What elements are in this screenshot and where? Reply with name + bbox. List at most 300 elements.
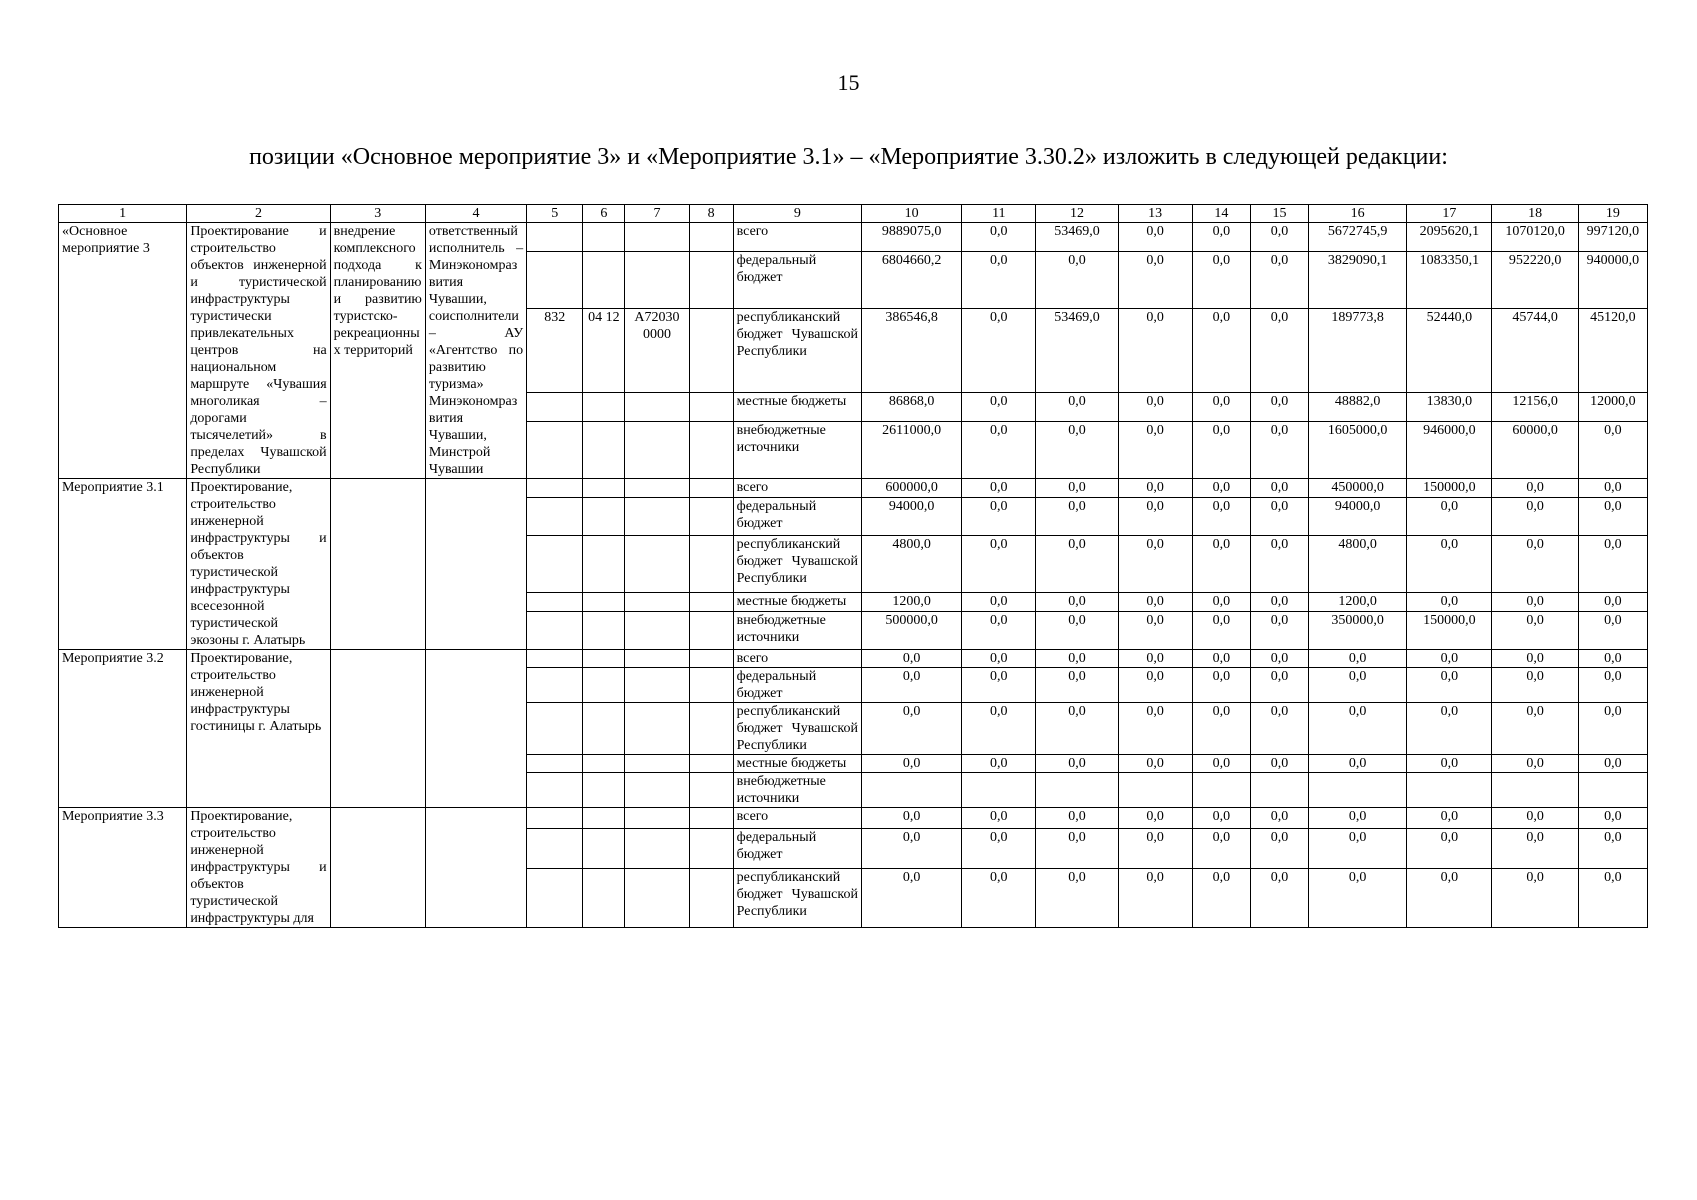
amount-cell: 0,0 [1250,808,1308,829]
amount-cell: 0,0 [962,755,1036,773]
amount-cell: 0,0 [1192,703,1250,755]
empty-cell [689,828,733,868]
column-header-14: 14 [1192,205,1250,223]
amount-cell: 946000,0 [1407,422,1492,479]
amount-cell: 3829090,1 [1309,252,1407,309]
section-code [583,252,625,309]
amount-cell: 0,0 [1492,536,1578,592]
section-code [583,612,625,650]
amount-cell: 0,0 [1492,868,1578,927]
section-code [583,808,625,829]
amount-cell: 0,0 [861,808,961,829]
amount-cell: 0,0 [1250,703,1308,755]
section-code [583,479,625,498]
section-code [583,773,625,808]
activity-executor [425,479,526,650]
amount-cell: 0,0 [1036,828,1118,868]
amount-cell: 45744,0 [1492,308,1578,392]
budget-code [527,828,583,868]
target-code [625,422,689,479]
amount-cell: 0,0 [1250,650,1308,668]
amount-cell: 9889075,0 [861,223,961,252]
table-row [59,808,1648,829]
amount-cell: 952220,0 [1492,252,1578,309]
empty-cell [689,868,733,927]
amount-cell: 0,0 [962,479,1036,498]
amount-cell: 0,0 [962,668,1036,703]
section-code [583,703,625,755]
column-header-19: 19 [1578,205,1647,223]
amount-cell: 940000,0 [1578,252,1647,309]
amount-cell: 0,0 [1492,592,1578,611]
amount-cell: 4800,0 [861,536,961,592]
activity-executor [425,650,526,808]
funding-source: местные бюджеты [733,755,861,773]
amount-cell: 0,0 [1036,703,1118,755]
funding-source: республиканский бюджет Чувашской Республики [733,868,861,927]
amount-cell: 86868,0 [861,393,961,422]
amount-cell: 0,0 [1250,828,1308,868]
amount-cell: 0,0 [861,755,961,773]
funding-source: всего [733,223,861,252]
amount-cell: 0,0 [1250,498,1308,536]
empty-cell [689,650,733,668]
section-code [583,755,625,773]
amount-cell: 5672745,9 [1309,223,1407,252]
target-code [625,612,689,650]
amount-cell: 0,0 [1192,828,1250,868]
amount-cell: 0,0 [1578,479,1647,498]
amount-cell: 48882,0 [1309,393,1407,422]
amount-cell: 0,0 [1036,422,1118,479]
amount-cell: 0,0 [1192,393,1250,422]
amount-cell: 0,0 [1036,393,1118,422]
amount-cell: 53469,0 [1036,308,1118,392]
amount-cell: 0,0 [1118,828,1192,868]
budget-code [527,703,583,755]
amount-cell: 0,0 [962,308,1036,392]
amount-cell: 0,0 [1578,650,1647,668]
amount-cell: 12000,0 [1578,393,1647,422]
amount-cell: 0,0 [962,536,1036,592]
amount-cell: 0,0 [1578,808,1647,829]
amount-cell: 0,0 [1036,592,1118,611]
column-header-9: 9 [733,205,861,223]
amount-cell: 0,0 [1118,668,1192,703]
amount-cell [1250,773,1308,808]
funding-source: внебюджетные источники [733,773,861,808]
funding-source: всего [733,479,861,498]
budget-code [527,612,583,650]
activity-goal [330,808,425,928]
amount-cell: 0,0 [1407,650,1492,668]
amount-cell: 0,0 [1492,479,1578,498]
empty-cell [689,252,733,309]
amount-cell: 0,0 [861,868,961,927]
amount-cell: 0,0 [962,828,1036,868]
amount-cell: 0,0 [1118,703,1192,755]
amount-cell [1118,773,1192,808]
amount-cell: 60000,0 [1492,422,1578,479]
funding-source: федеральный бюджет [733,252,861,309]
amount-cell: 0,0 [1250,668,1308,703]
amount-cell: 0,0 [1407,592,1492,611]
activity-executor [425,808,526,928]
amount-cell: 0,0 [1192,592,1250,611]
empty-cell [689,422,733,479]
amount-cell: 0,0 [1309,868,1407,927]
column-header-16: 16 [1309,205,1407,223]
amount-cell: 1605000,0 [1309,422,1407,479]
target-code [625,498,689,536]
empty-cell [689,612,733,650]
amount-cell: 600000,0 [861,479,961,498]
amount-cell: 0,0 [1036,650,1118,668]
budget-code [527,393,583,422]
amount-cell: 0,0 [962,868,1036,927]
amount-cell: 45120,0 [1578,308,1647,392]
amount-cell: 0,0 [1118,252,1192,309]
target-code [625,668,689,703]
column-header-15: 15 [1250,205,1308,223]
column-header-13: 13 [1118,205,1192,223]
funding-source: внебюджетные источники [733,612,861,650]
target-code [625,393,689,422]
budget-code [527,808,583,829]
section-code [583,828,625,868]
amount-cell: 0,0 [861,703,961,755]
target-code [625,223,689,252]
amount-cell: 0,0 [1192,668,1250,703]
amount-cell: 0,0 [1250,422,1308,479]
amount-cell: 0,0 [1118,498,1192,536]
amount-cell: 0,0 [1492,755,1578,773]
empty-cell [689,308,733,392]
amount-cell: 0,0 [1118,592,1192,611]
amount-cell: 150000,0 [1407,612,1492,650]
funding-source: местные бюджеты [733,592,861,611]
amount-cell: 53469,0 [1036,223,1118,252]
amount-cell: 0,0 [1407,668,1492,703]
document-heading: позиции «Основное мероприятие 3» и «Мероприятие 3.1» – «Мероприятие 3.30.2» изложить в следующей редакции: [249,144,1448,170]
amount-cell: 0,0 [962,703,1036,755]
budget-code [527,252,583,309]
amount-cell: 350000,0 [1309,612,1407,650]
amount-cell: 0,0 [1036,498,1118,536]
amount-cell: 0,0 [1492,612,1578,650]
amount-cell: 2611000,0 [861,422,961,479]
page-number: 15 [837,70,860,95]
table-row [59,479,1648,498]
amount-cell: 0,0 [1492,828,1578,868]
amount-cell: 0,0 [1309,755,1407,773]
column-header-2: 2 [187,205,330,223]
column-header-8: 8 [689,205,733,223]
section-code [583,592,625,611]
amount-cell: 0,0 [1192,755,1250,773]
budget-table [58,204,1648,928]
amount-cell: 0,0 [1250,755,1308,773]
budget-code [527,773,583,808]
section-code [583,393,625,422]
amount-cell: 12156,0 [1492,393,1578,422]
amount-cell: 2095620,1 [1407,223,1492,252]
amount-cell: 1200,0 [861,592,961,611]
activity-name: «Основное мероприятие 3 [59,223,187,479]
amount-cell: 0,0 [1192,498,1250,536]
amount-cell: 0,0 [1492,650,1578,668]
section-code [583,536,625,592]
amount-cell: 0,0 [1192,422,1250,479]
section-code [583,868,625,927]
amount-cell: 0,0 [1118,223,1192,252]
funding-source: федеральный бюджет [733,498,861,536]
amount-cell: 386546,8 [861,308,961,392]
amount-cell: 450000,0 [1309,479,1407,498]
activity-executor: ответственный исполнитель – Минэкономразвития Чувашии, соисполнители – АУ «Агентство по развитию туризма» Минэкономразвития Чувашии, Минстрой Чувашии [425,223,526,479]
funding-source: всего [733,650,861,668]
amount-cell: 0,0 [1492,808,1578,829]
amount-cell: 4800,0 [1309,536,1407,592]
amount-cell: 6804660,2 [861,252,961,309]
target-code [625,650,689,668]
empty-cell [689,668,733,703]
budget-code [527,498,583,536]
section-code [583,668,625,703]
amount-cell: 52440,0 [1407,308,1492,392]
amount-cell: 0,0 [1492,668,1578,703]
activity-description: Проектирование и строительство объектов инженерной и туристической инфраструктуры туристически привлекательных центров на национальном маршруте «Чувашия многоликая – дорогами тысячелетий» в пределах Чувашской Республики [187,223,330,479]
amount-cell: 0,0 [962,498,1036,536]
target-code [625,773,689,808]
amount-cell: 0,0 [1492,703,1578,755]
amount-cell: 0,0 [962,808,1036,829]
table-row [59,650,1648,668]
column-number-row [59,205,1648,223]
amount-cell [1407,773,1492,808]
amount-cell [1578,773,1647,808]
empty-cell [689,703,733,755]
column-header-3: 3 [330,205,425,223]
amount-cell: 0,0 [861,650,961,668]
funding-source: федеральный бюджет [733,828,861,868]
amount-cell: 0,0 [1036,868,1118,927]
funding-source: республиканский бюджет Чувашской Республики [733,703,861,755]
activity-description: Проектирование, строительство инженерной инфраструктуры гостиницы г. Алатырь [187,650,330,808]
empty-cell [689,393,733,422]
amount-cell: 0,0 [1192,479,1250,498]
amount-cell: 0,0 [1118,536,1192,592]
target-code: А72030 0000 [625,308,689,392]
amount-cell: 0,0 [1578,536,1647,592]
activity-goal: внедрение комплексного подхода к планированию и развитию туристско-рекреационных территорий [330,223,425,479]
funding-source: внебюджетные источники [733,422,861,479]
activity-name: Мероприятие 3.3 [59,808,187,928]
amount-cell: 0,0 [1118,612,1192,650]
amount-cell: 0,0 [1250,393,1308,422]
amount-cell: 0,0 [1250,536,1308,592]
empty-cell [689,773,733,808]
column-header-12: 12 [1036,205,1118,223]
amount-cell: 150000,0 [1407,479,1492,498]
activity-description: Проектирование, строительство инженерной инфраструктуры и объектов туристической инфраструктуры для [187,808,330,928]
table-row [59,223,1648,252]
amount-cell: 0,0 [1309,650,1407,668]
amount-cell: 0,0 [1407,755,1492,773]
amount-cell: 0,0 [1250,252,1308,309]
amount-cell: 0,0 [1492,498,1578,536]
target-code [625,536,689,592]
amount-cell: 94000,0 [1309,498,1407,536]
column-header-10: 10 [861,205,961,223]
amount-cell: 0,0 [1192,252,1250,309]
amount-cell: 0,0 [1118,868,1192,927]
funding-source: местные бюджеты [733,393,861,422]
amount-cell: 0,0 [861,668,961,703]
target-code [625,828,689,868]
amount-cell: 0,0 [1118,479,1192,498]
activity-goal [330,650,425,808]
amount-cell: 189773,8 [1309,308,1407,392]
amount-cell: 1200,0 [1309,592,1407,611]
amount-cell: 0,0 [1118,755,1192,773]
funding-source: всего [733,808,861,829]
amount-cell: 0,0 [1036,252,1118,309]
amount-cell: 0,0 [1192,612,1250,650]
amount-cell: 0,0 [1250,868,1308,927]
budget-code: 832 [527,308,583,392]
empty-cell [689,808,733,829]
amount-cell: 0,0 [1407,536,1492,592]
amount-cell: 0,0 [1036,755,1118,773]
budget-code [527,536,583,592]
amount-cell: 1070120,0 [1492,223,1578,252]
budget-code [527,479,583,498]
amount-cell: 997120,0 [1578,223,1647,252]
amount-cell: 0,0 [1578,498,1647,536]
amount-cell: 0,0 [962,592,1036,611]
column-header-7: 7 [625,205,689,223]
target-code [625,252,689,309]
amount-cell [962,773,1036,808]
amount-cell: 0,0 [1578,668,1647,703]
amount-cell [1036,773,1118,808]
amount-cell: 0,0 [1407,828,1492,868]
amount-cell: 0,0 [1036,479,1118,498]
section-code [583,498,625,536]
amount-cell [1492,773,1578,808]
amount-cell: 0,0 [962,650,1036,668]
amount-cell: 0,0 [1407,703,1492,755]
amount-cell: 1083350,1 [1407,252,1492,309]
amount-cell: 0,0 [1036,668,1118,703]
amount-cell: 0,0 [1036,612,1118,650]
section-code: 04 12 [583,308,625,392]
amount-cell: 0,0 [1192,308,1250,392]
amount-cell: 0,0 [1309,808,1407,829]
amount-cell: 0,0 [1578,422,1647,479]
amount-cell: 0,0 [1192,868,1250,927]
empty-cell [689,479,733,498]
budget-code [527,650,583,668]
activity-name: Мероприятие 3.1 [59,479,187,650]
funding-source: федеральный бюджет [733,668,861,703]
activity-description: Проектирование, строительство инженерной инфраструктуры и объектов туристической инфраструктуры всесезонной туристической экозоны г. Алатырь [187,479,330,650]
empty-cell [689,223,733,252]
column-header-1: 1 [59,205,187,223]
amount-cell: 0,0 [1309,828,1407,868]
amount-cell: 0,0 [1192,808,1250,829]
amount-cell: 0,0 [1407,868,1492,927]
budget-code [527,223,583,252]
amount-cell: 0,0 [1118,650,1192,668]
column-header-11: 11 [962,205,1036,223]
funding-source: республиканский бюджет Чувашской Республики [733,536,861,592]
amount-cell: 0,0 [962,393,1036,422]
budget-code [527,755,583,773]
amount-cell: 0,0 [1407,808,1492,829]
column-header-17: 17 [1407,205,1492,223]
amount-cell: 0,0 [962,252,1036,309]
amount-cell: 0,0 [1250,592,1308,611]
section-code [583,223,625,252]
amount-cell: 0,0 [1036,808,1118,829]
budget-code [527,668,583,703]
target-code [625,868,689,927]
target-code [625,808,689,829]
budget-code [527,422,583,479]
amount-cell: 0,0 [861,828,961,868]
amount-cell: 0,0 [1036,536,1118,592]
amount-cell: 0,0 [1309,703,1407,755]
column-header-5: 5 [527,205,583,223]
amount-cell: 94000,0 [861,498,961,536]
amount-cell: 0,0 [1309,668,1407,703]
empty-cell [689,498,733,536]
amount-cell [861,773,961,808]
amount-cell: 0,0 [1578,612,1647,650]
empty-cell [689,592,733,611]
activity-name: Мероприятие 3.2 [59,650,187,808]
amount-cell [1309,773,1407,808]
amount-cell: 0,0 [1578,828,1647,868]
amount-cell: 0,0 [962,422,1036,479]
amount-cell: 0,0 [1250,612,1308,650]
amount-cell: 0,0 [962,612,1036,650]
amount-cell: 0,0 [1578,703,1647,755]
target-code [625,592,689,611]
funding-source: республиканский бюджет Чувашской Республики [733,308,861,392]
target-code [625,703,689,755]
amount-cell: 0,0 [1192,223,1250,252]
amount-cell: 0,0 [1192,536,1250,592]
target-code [625,755,689,773]
amount-cell: 0,0 [1192,650,1250,668]
amount-cell [1192,773,1250,808]
amount-cell: 0,0 [1578,755,1647,773]
column-header-18: 18 [1492,205,1578,223]
amount-cell: 0,0 [1118,808,1192,829]
table-body [59,223,1648,928]
amount-cell: 0,0 [1118,308,1192,392]
section-code [583,422,625,479]
amount-cell: 500000,0 [861,612,961,650]
amount-cell: 0,0 [1407,498,1492,536]
amount-cell: 0,0 [1578,592,1647,611]
section-code [583,650,625,668]
target-code [625,479,689,498]
amount-cell: 0,0 [962,223,1036,252]
